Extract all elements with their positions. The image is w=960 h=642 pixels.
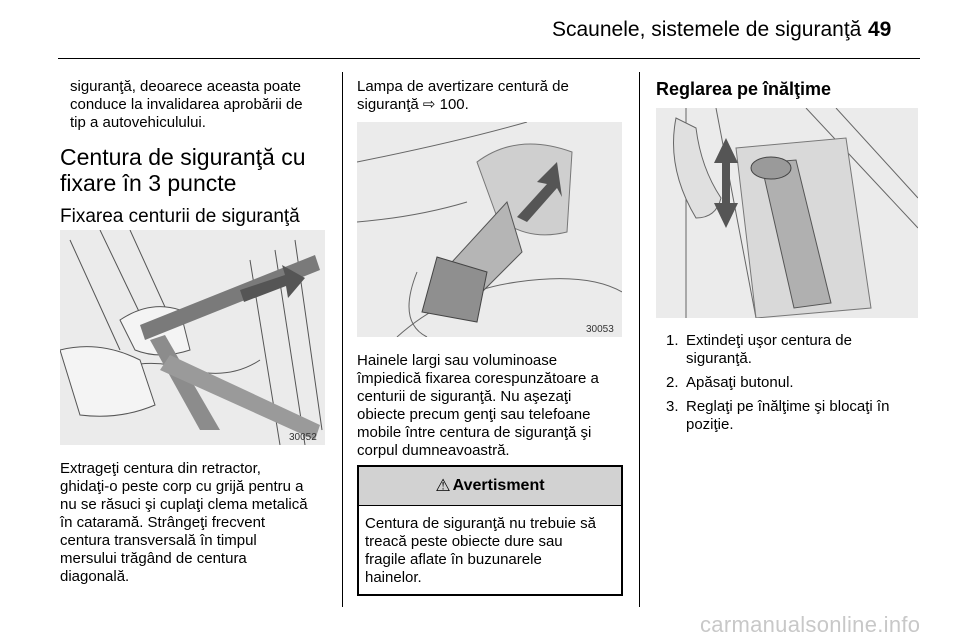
step-item: 3. Reglaţi pe înălţime şi blocaţi în poziţie. xyxy=(666,398,890,433)
figure-number: 30052 xyxy=(289,432,317,443)
figure-buckle xyxy=(357,122,622,337)
column-1-body: Extrageţi centura din retractor, ghidaţi-o peste corp cu grijă pentru a nu se răsuci şi cuplaţi clema metalică în cataramă. Strângeţi frecvent centura transversală în timpul mersului trăgând de centura diagonală. xyxy=(60,460,308,585)
section-heading: Centura de siguranţă cu fixare în 3 puncte xyxy=(60,144,306,196)
clothing-paragraph: Hainele largi sau voluminoase împiedică fixarea corespunzătoare a centurii de siguranţă. Nu aşezaţi obiecte precum genţi sau telefoane mobile între centura de siguranţă şi corpul dumneavoastră. xyxy=(357,352,599,459)
subsection-heading: Fixarea centurii de siguranţă xyxy=(60,206,300,227)
warning-header xyxy=(359,467,621,506)
figure-height-adjust xyxy=(656,108,918,318)
intro-paragraph: siguranţă, deoarece aceasta poate conduce la invalidarea aprobării de tip a autovehiculului. xyxy=(70,78,303,131)
page-header-title: Scaunele, sistemele de siguranţă xyxy=(552,18,862,41)
column-divider xyxy=(342,72,343,607)
step-item: 1. Extindeţi uşor centura de siguranţă. xyxy=(666,332,852,367)
warning-box xyxy=(357,465,623,596)
lamp-paragraph: Lampa de avertizare centură de siguranţă ⇨ 100. xyxy=(357,78,569,113)
step-item: 2. Apăsaţi butonul. xyxy=(666,374,794,391)
header-rule xyxy=(58,58,920,59)
height-adjust-heading: Reglarea pe înălţime xyxy=(656,79,832,99)
steps-list xyxy=(666,332,920,440)
column-1 xyxy=(60,78,330,228)
figure-number: 30053 xyxy=(586,324,614,335)
watermark: carmanualsonline.info xyxy=(700,612,921,637)
figure-seatbelt-fastening xyxy=(60,230,325,445)
column-divider xyxy=(639,72,640,607)
warning-triangle-icon: ⚠ xyxy=(435,476,451,495)
page-number: 49 xyxy=(868,18,892,41)
warning-text: Centura de siguranţă nu trebuie să treacă peste obiecte dure sau fragile aflate în buzunarele hainelor. xyxy=(365,515,596,586)
warning-title: Avertisment xyxy=(452,477,545,494)
